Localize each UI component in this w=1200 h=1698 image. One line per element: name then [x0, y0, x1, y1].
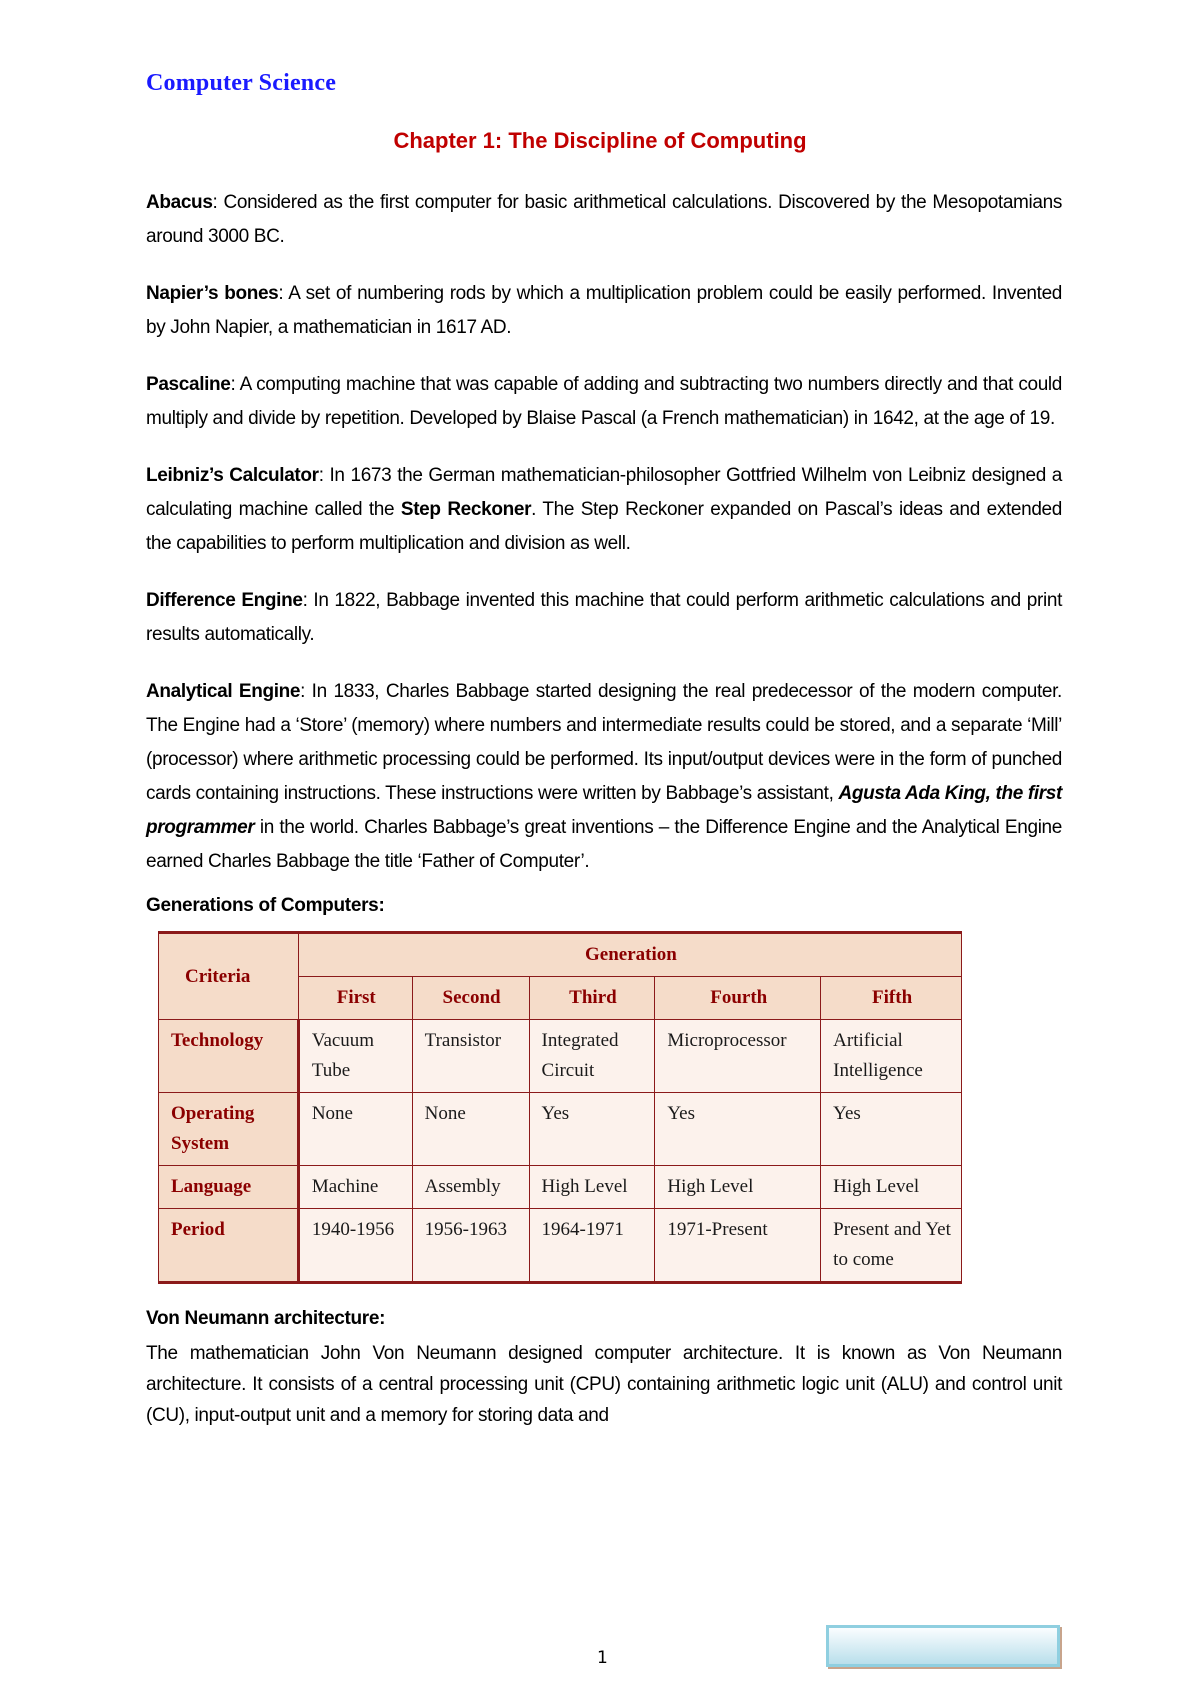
table-cell: Yes — [655, 1093, 821, 1166]
paragraph-napiers-bones — [146, 277, 1062, 345]
row-criteria: Operating System — [159, 1093, 299, 1166]
paragraph-pascaline — [146, 368, 1062, 436]
term-label: Difference Engine — [146, 590, 303, 611]
table-cell: Artificial Intelligence — [821, 1020, 962, 1093]
column-header: Fifth — [821, 977, 962, 1020]
table-cell: 1956-1963 — [412, 1209, 529, 1283]
ada-king-emphasis: Agusta Ada King, the first programmer — [146, 783, 1063, 838]
table-cell: Machine — [298, 1166, 412, 1209]
footer-decorative-box — [826, 1625, 1060, 1667]
term-label: Leibniz’s Calculator — [146, 465, 319, 486]
table-row — [159, 1093, 962, 1166]
table-cell: High Level — [529, 1166, 655, 1209]
criteria-header: Criteria — [159, 933, 299, 1020]
table-cell: High Level — [821, 1166, 962, 1209]
paragraph-text: . The Step Reckoner expanded on Pascal’s ideas and extended the capabilities to perform multiplication and division as well. — [146, 499, 1062, 554]
table-cell: 1964-1971 — [529, 1209, 655, 1283]
table-cell: Integrated Circuit — [529, 1020, 655, 1093]
subject-title: Computer Science — [146, 70, 337, 96]
table-cell: Microprocessor — [655, 1020, 821, 1093]
paragraph-text: : A set of numbering rods by which a multiplication problem could be easily performed. Invented by John Napier, a mathematician in 1617 AD. — [146, 283, 1063, 338]
paragraph-text: in the world. Charles Babbage’s great inventions – the Difference Engine and the Analytical Engine earned Charles Babbage the title ‘Father of Computer’. — [146, 817, 1062, 872]
row-criteria: Language — [159, 1166, 299, 1209]
table-row — [159, 1166, 962, 1209]
von-neumann-heading: Von Neumann architecture: — [146, 1308, 386, 1329]
table-row — [159, 1209, 962, 1283]
column-header: Second — [412, 977, 529, 1020]
table-cell: Assembly — [412, 1166, 529, 1209]
term-label: Abacus — [146, 192, 213, 213]
table-cell: Yes — [529, 1093, 655, 1166]
table-cell: Transistor — [412, 1020, 529, 1093]
paragraph-text: : A computing machine that was capable of adding and subtracting two numbers directly and that could multiply and divide by repetition. Developed by Blaise Pascal (a French mathematician) in 1642, at the age of 19. — [146, 374, 1062, 429]
term-label: Pascaline — [146, 374, 231, 395]
paragraph-text: : In 1673 the German mathematician-philosopher Gottfried Wilhelm von Leibniz designed a calculating machine called the — [146, 465, 1062, 520]
term-label: Napier’s bones — [146, 283, 279, 304]
table-cell: Yes — [821, 1093, 962, 1166]
table-row — [159, 1020, 962, 1093]
column-header: First — [298, 977, 412, 1020]
term-label: Analytical Engine — [146, 681, 301, 702]
generation-group-header: Generation — [298, 933, 961, 977]
generations-heading: Generations of Computers: — [146, 895, 385, 916]
column-header: Third — [529, 977, 655, 1020]
table-cell: None — [412, 1093, 529, 1166]
paragraph-analytical-engine — [146, 675, 1062, 879]
paragraph-text: : In 1833, Charles Babbage started designing the real predecessor of the modern computer. The Engine had a ‘Store’ (memory) where numbers and intermediate results could be stored, and a separate ‘Mill’ (processor) where arithmetic processing could be performed. Its input/output devices were in the form of punched cards containing instructions. These instructions were written by Babbage’s assistant, — [146, 681, 1062, 804]
step-reckoner-term: Step Reckoner — [400, 499, 532, 520]
table-cell: Present and Yet to come — [821, 1209, 962, 1283]
paragraph-difference-engine — [146, 584, 1062, 652]
row-criteria: Period — [159, 1209, 299, 1283]
table-cell: High Level — [655, 1166, 821, 1209]
table-cell: 1971-Present — [655, 1209, 821, 1283]
paragraph-von-neumann: The mathematician John Von Neumann designed computer architecture. It is known as Von Neumann architecture. It consists of a central processing unit (CPU) containing arithmetic logic unit (ALU) and control unit (CU), input-output unit and a memory for storing data and — [146, 1343, 1062, 1426]
page-number: 1 — [597, 1648, 608, 1668]
document-body — [146, 186, 1062, 1454]
paragraph-leibniz — [146, 459, 1062, 561]
row-criteria: Technology — [159, 1020, 299, 1093]
table-cell: 1940-1956 — [298, 1209, 412, 1283]
column-header: Fourth — [655, 977, 821, 1020]
paragraph-text: : In 1822, Babbage invented this machine that could perform arithmetic calculations and print results automatically. — [146, 590, 1063, 645]
paragraph-text: : Considered as the first computer for basic arithmetical calculations. Discovered by the Mesopotamians around 3000 BC. — [146, 192, 1062, 247]
generations-table — [158, 931, 962, 1284]
chapter-title: Chapter 1: The Discipline of Computing — [393, 128, 807, 153]
paragraph-abacus — [146, 186, 1062, 254]
table-cell: None — [298, 1093, 412, 1166]
table-cell: Vacuum Tube — [298, 1020, 412, 1093]
table-header-row — [159, 933, 962, 977]
